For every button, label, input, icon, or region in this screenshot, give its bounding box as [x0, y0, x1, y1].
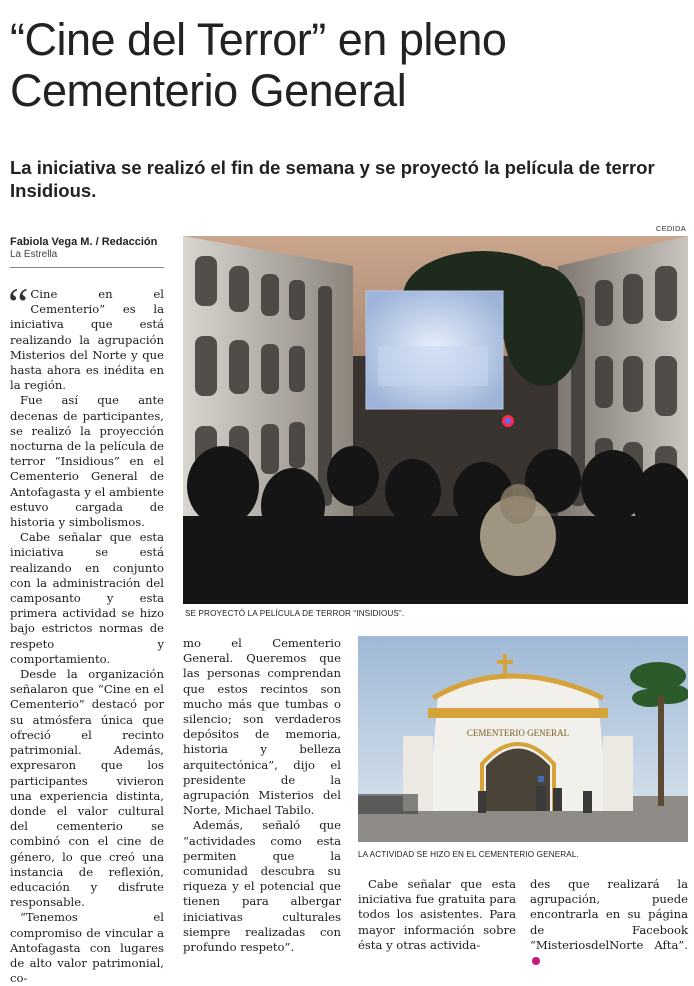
byline — [10, 236, 164, 260]
byline-divider — [10, 267, 164, 268]
author-name: Fabiola Vega M. / Redacción — [10, 236, 158, 248]
paragraph-lead — [8, 278, 164, 393]
building-sign-text: CEMENTERIO GENERAL — [466, 728, 570, 738]
paragraph-final — [530, 877, 688, 968]
paragraph: Fue así que ante decenas de participantes, se realizó la proyección nocturna de la película de terror “Insidious” en el Cementerio General de Antofagasta y el ambiente estuvo cargada de historia y simbolismos. — [10, 393, 164, 530]
headline-line-2: Cementerio General — [10, 65, 407, 116]
publication-name: La Estrella — [10, 249, 58, 260]
main-photo-cinema-screening — [183, 236, 688, 604]
second-photo-caption: LA ACTIVIDAD SE HIZO EN EL CEMENTERIO GENERAL. — [358, 850, 579, 859]
paragraph: Desde la organización señalaron que “Cine en el Cementerio” destacó por su atmósfera única que ofreció el recinto patrimonial. Además, expresaron que los participantes vivieron una experiencia distinta, donde el valor cultural del cementerio se combinó con el cine de género, lo que creó una instancia de reflexión, educación y disfrute responsable. — [10, 667, 164, 910]
lead-text: Cine en el Cementerio” es la iniciativa que está realizando la agrupación Misterios del Norte y que hasta ahora es inédita en la región. — [10, 287, 164, 393]
article-column-1 — [8, 278, 164, 986]
paragraph: “Tenemos el compromiso de vincular a Antofagasta con lugares de alto valor patrimonial, co- — [10, 910, 164, 986]
closing-text: des que realizará la agrupación, puede encontrarla en su página de Facebook “MisteriosdelNorte Afta”. — [530, 877, 688, 952]
cemetery-gate-image — [358, 636, 688, 842]
article-column-2 — [183, 636, 341, 955]
article-column-4 — [530, 877, 688, 968]
end-mark-icon — [532, 957, 540, 965]
subheadline: La iniciativa se realizó el fin de semana y se proyectó la película de terror Insidious. — [10, 157, 655, 201]
photo-credit: CEDIDA — [655, 224, 686, 233]
main-photo-caption: SE PROYECTÓ LA PELÍCULA DE TERROR “INSIDIOUS”. — [185, 609, 405, 618]
headline-line-1: “Cine del Terror” en pleno — [10, 14, 507, 65]
opening-quote-mark: “ — [8, 278, 29, 329]
paragraph: Cabe señalar que esta iniciativa se está realizando en conjunto con la administración del camposanto y esta primera actividad se hizo bajo estrictos normas de respeto y comportamiento. — [10, 530, 164, 666]
headline — [10, 14, 690, 116]
cemetery-night-screening-image — [183, 236, 688, 604]
paragraph: Cabe señalar que esta iniciativa fue gratuita para todos los asistentes. Para mayor información sobre ésta y otras activida- — [358, 877, 516, 952]
article-column-3 — [358, 877, 516, 953]
paragraph: Además, señaló que “actividades como esta permiten que la comunidad descubra su riqueza y el potencial que tienen para albergar iniciativas culturales siempre realizadas con profundo respeto”. — [183, 818, 341, 955]
paragraph: mo el Cementerio General. Queremos que las personas comprendan que estos recintos son mucho más que tumbas o silencio; son verdaderos depósitos de memoria, historia y belleza arquitectónica”, dijo el presidente de la agrupación Misterios del Norte, Michael Tabilo. — [183, 636, 341, 818]
second-photo-cemetery-entrance — [358, 636, 688, 842]
